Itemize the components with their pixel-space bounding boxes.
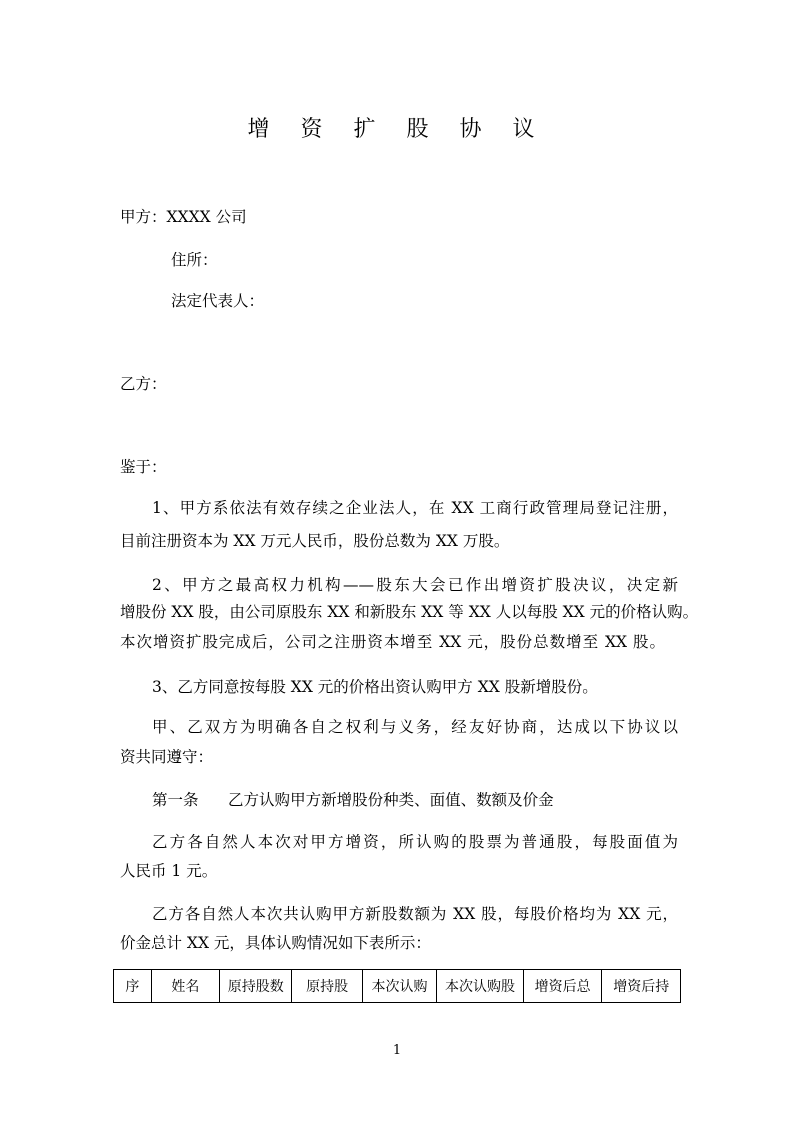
paragraph-2-line-3: 本次增资扩股完成后，公司之注册资本增至 XX 元，股份总数增至 XX 股。 bbox=[120, 633, 665, 651]
subscription-table bbox=[113, 969, 681, 1003]
party-b-label: 乙方： bbox=[120, 375, 167, 393]
table-header-cell: 本次认购 bbox=[362, 970, 436, 1003]
table-header-cell: 原持股 bbox=[292, 970, 362, 1003]
table-header-cell: 序 bbox=[114, 970, 152, 1003]
table-header-cell: 姓名 bbox=[151, 970, 219, 1003]
whereas-heading: 鉴于： bbox=[120, 458, 167, 476]
table-header-row bbox=[114, 970, 681, 1003]
paragraph-4-line-1: 甲、乙双方为明确各自之权利与义务，经友好协商，达成以下协议以 bbox=[152, 718, 678, 736]
paragraph-4-line-2: 资共同遵守： bbox=[120, 748, 214, 766]
table-header-cell: 增资后总 bbox=[523, 970, 602, 1003]
paragraph-6-line-1: 乙方各自然人本次共认购甲方新股数额为 XX 股，每股价格均为 XX 元， bbox=[152, 905, 678, 923]
paragraph-5-line-1: 乙方各自然人本次对甲方增资，所认购的股票为普通股，每股面值为 bbox=[152, 833, 678, 851]
party-a-address: 住所： bbox=[171, 251, 218, 269]
paragraph-2-line-1: 2、甲方之最高权力机构——股东大会已作出增资扩股决议，决定新 bbox=[152, 576, 678, 594]
paragraph-1-line-1: 1、甲方系依法有效存续之企业法人，在 XX 工商行政管理局登记注册， bbox=[152, 499, 678, 517]
table-header-cell: 原持股数 bbox=[220, 970, 292, 1003]
paragraph-1-line-2: 目前注册资本为 XX 万元人民币，股份总数为 XX 万股。 bbox=[120, 532, 510, 550]
party-a-label: 甲方：XXXX 公司 bbox=[120, 208, 247, 226]
party-a-representative: 法定代表人： bbox=[171, 292, 265, 310]
paragraph-5-line-2: 人民币 1 元。 bbox=[120, 862, 218, 880]
document-title: 增 资 扩 股 协 议 bbox=[247, 117, 547, 142]
page-number: 1 bbox=[392, 1043, 402, 1058]
table-header-cell: 本次认购股 bbox=[437, 970, 524, 1003]
paragraph-3-line-1: 3、乙方同意按每股 XX 元的价格出资认购甲方 XX 股新增股份。 bbox=[152, 678, 598, 696]
paragraph-2-line-2: 增股份 XX 股，由公司原股东 XX 和新股东 XX 等 XX 人以每股 XX 元的价格认购。 bbox=[120, 603, 699, 621]
paragraph-6-line-2: 价金总计 XX 元，具体认购情况如下表所示： bbox=[120, 934, 431, 952]
table-header-cell: 增资后持 bbox=[602, 970, 681, 1003]
article-1-heading: 第一条 乙方认购甲方新增股份种类、面值、数额及价金 bbox=[152, 791, 554, 809]
